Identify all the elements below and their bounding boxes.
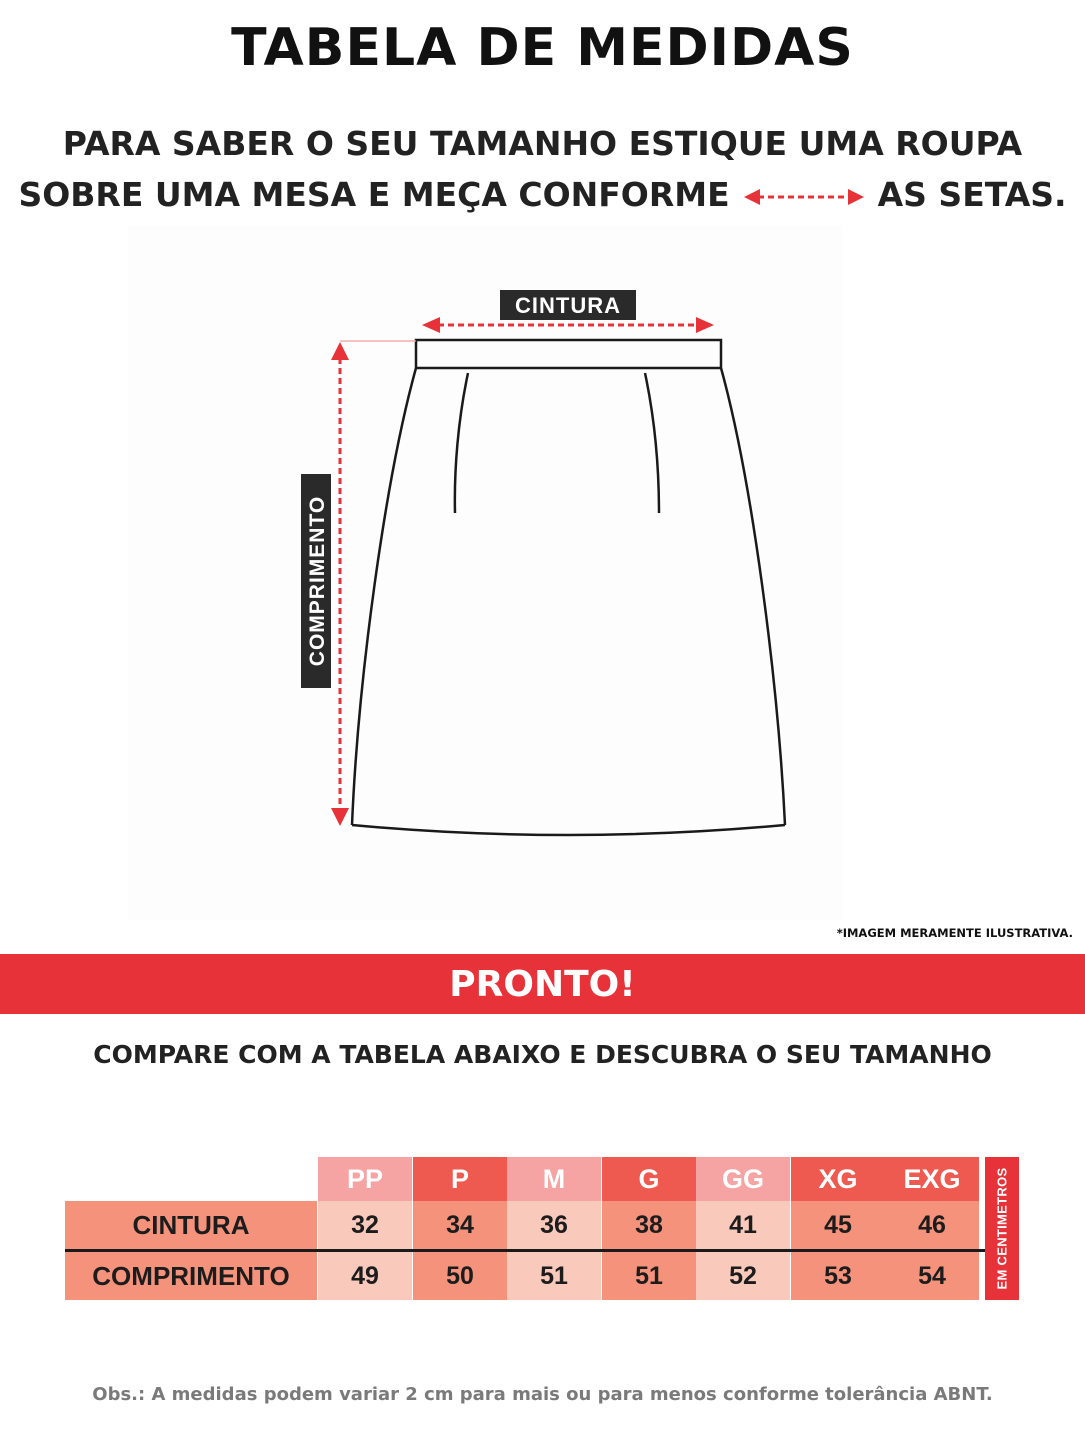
size-header-g: G <box>602 1157 696 1201</box>
waist-value-xg: 45 <box>791 1201 885 1249</box>
length-value-g: 51 <box>602 1252 696 1300</box>
waist-value-p: 34 <box>413 1201 507 1249</box>
waist-value-pp: 32 <box>318 1201 412 1249</box>
row-label-length: COMPRIMENTO <box>65 1252 317 1300</box>
tolerance-note: Obs.: A medidas podem variar 2 cm para mais ou para menos conforme tolerância ABNT. <box>92 1384 993 1405</box>
size-header-pp: PP <box>318 1157 412 1201</box>
length-value-xg: 53 <box>791 1252 885 1300</box>
unit-label-box <box>985 1157 1019 1300</box>
size-header-p: P <box>413 1157 507 1201</box>
size-header-xg: XG <box>791 1157 885 1201</box>
length-value-pp: 49 <box>318 1252 412 1300</box>
instruction-line-2-start: SOBRE UMA MESA E MEÇA CONFORME <box>18 175 730 214</box>
size-header-m: M <box>507 1157 601 1201</box>
waist-value-gg: 41 <box>696 1201 790 1249</box>
compare-text: COMPARE COM A TABELA ABAIXO E DESCUBRA O SEU TAMANHO <box>93 1040 992 1069</box>
length-value-p: 50 <box>413 1252 507 1300</box>
instruction-line-1: PARA SABER O SEU TAMANHO ESTIQUE UMA ROUPA <box>62 124 1023 163</box>
instruction-line-2 <box>0 175 1085 214</box>
length-value-gg: 52 <box>696 1252 790 1300</box>
length-value-m: 51 <box>507 1252 601 1300</box>
page-title: TABELA DE MEDIDAS <box>231 18 854 78</box>
instruction-line-2-end: AS SETAS. <box>877 175 1067 214</box>
length-value-exg: 54 <box>885 1252 979 1300</box>
size-header-exg: EXG <box>885 1157 979 1201</box>
length-label: COMPRIMENTO <box>306 495 329 667</box>
ready-banner: PRONTO! <box>0 954 1085 1014</box>
waist-value-g: 38 <box>602 1201 696 1249</box>
waist-value-m: 36 <box>507 1201 601 1249</box>
row-label-waist: CINTURA <box>65 1201 317 1249</box>
size-header-gg: GG <box>696 1157 790 1201</box>
illustration-note: *IMAGEM MERAMENTE ILUSTRATIVA. <box>836 926 1073 940</box>
waist-value-exg: 46 <box>885 1201 979 1249</box>
skirt-diagram <box>0 220 1085 920</box>
waist-label: CINTURA <box>515 293 621 318</box>
unit-label: EM CENTIMETROS <box>994 1167 1010 1290</box>
dashed-double-arrow-icon <box>744 182 864 212</box>
